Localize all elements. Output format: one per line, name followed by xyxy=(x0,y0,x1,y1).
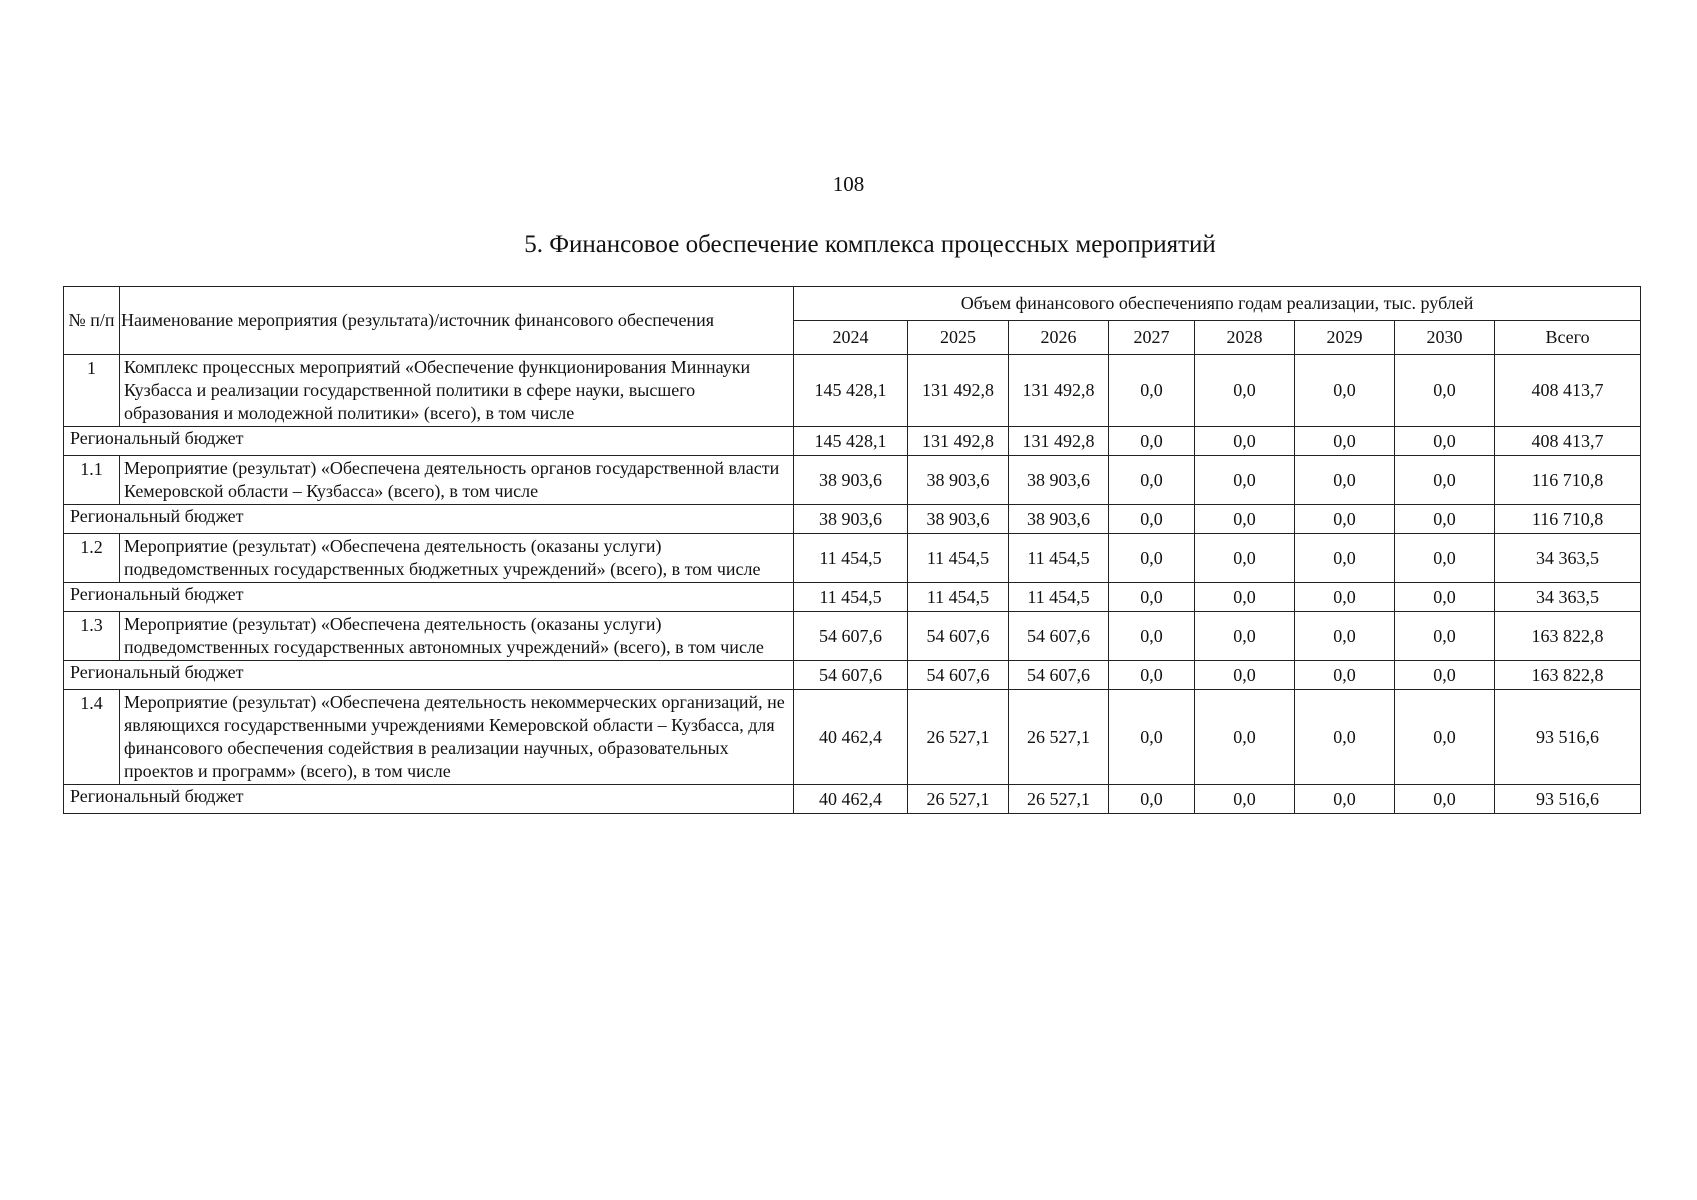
value-cell: 0,0 xyxy=(1195,427,1295,456)
value-cell: 0,0 xyxy=(1109,583,1195,612)
value-cell: 40 462,4 xyxy=(794,785,908,814)
value-cell: 0,0 xyxy=(1195,534,1295,583)
value-cell: 0,0 xyxy=(1195,690,1295,785)
table-header-row xyxy=(64,287,1641,321)
value-cell: 0,0 xyxy=(1109,785,1195,814)
total-cell: 408 413,7 xyxy=(1495,355,1641,427)
value-cell: 0,0 xyxy=(1109,534,1195,583)
row-name: Мероприятие (результат) «Обеспечена деятельность некоммерческих организаций, не являющихся государственными учреждениями Кемеровской области – Кузбасса, для финансового обеспечения содействия в реализации научных, образовательных проектов и программ» (всего), в том числе xyxy=(120,690,794,785)
row-number: 1.3 xyxy=(64,612,120,661)
value-cell: 0,0 xyxy=(1195,661,1295,690)
header-year: 2027 xyxy=(1109,321,1195,355)
value-cell: 38 903,6 xyxy=(1009,456,1109,505)
total-cell: 116 710,8 xyxy=(1495,505,1641,534)
row-number: 1 xyxy=(64,355,120,427)
value-cell: 11 454,5 xyxy=(908,534,1009,583)
row-name: Комплекс процессных мероприятий «Обеспечение функционирования Миннауки Кузбасса и реализации государственной политики в сфере науки, высшего образования и молодежной политики» (всего), в том числе xyxy=(120,355,794,427)
value-cell: 0,0 xyxy=(1109,355,1195,427)
value-cell: 11 454,5 xyxy=(794,534,908,583)
source-row xyxy=(64,661,1641,690)
value-cell: 0,0 xyxy=(1395,456,1495,505)
value-cell: 54 607,6 xyxy=(908,612,1009,661)
value-cell: 0,0 xyxy=(1195,456,1295,505)
value-cell: 54 607,6 xyxy=(794,661,908,690)
source-row xyxy=(64,785,1641,814)
value-cell: 38 903,6 xyxy=(908,456,1009,505)
source-label: Региональный бюджет xyxy=(64,505,794,534)
value-cell: 0,0 xyxy=(1109,690,1195,785)
value-cell: 0,0 xyxy=(1395,534,1495,583)
total-cell: 163 822,8 xyxy=(1495,661,1641,690)
header-year: 2025 xyxy=(908,321,1009,355)
header-year: 2026 xyxy=(1009,321,1109,355)
value-cell: 40 462,4 xyxy=(794,690,908,785)
value-cell: 131 492,8 xyxy=(1009,355,1109,427)
table-row xyxy=(64,456,1641,505)
value-cell: 0,0 xyxy=(1295,456,1395,505)
value-cell: 0,0 xyxy=(1195,785,1295,814)
document-title: 5. Финансовое обеспечение комплекса процессных мероприятий xyxy=(524,231,1216,258)
source-row xyxy=(64,583,1641,612)
value-cell: 0,0 xyxy=(1295,505,1395,534)
source-label: Региональный бюджет xyxy=(64,661,794,690)
value-cell: 0,0 xyxy=(1395,505,1495,534)
total-cell: 34 363,5 xyxy=(1495,583,1641,612)
value-cell: 0,0 xyxy=(1295,612,1395,661)
value-cell: 0,0 xyxy=(1395,612,1495,661)
value-cell: 0,0 xyxy=(1395,785,1495,814)
value-cell: 11 454,5 xyxy=(794,583,908,612)
value-cell: 38 903,6 xyxy=(794,505,908,534)
table-row xyxy=(64,612,1641,661)
source-label: Региональный бюджет xyxy=(64,583,794,612)
value-cell: 11 454,5 xyxy=(1009,583,1109,612)
header-num: № п/п xyxy=(64,287,120,355)
value-cell: 0,0 xyxy=(1109,456,1195,505)
value-cell: 131 492,8 xyxy=(908,427,1009,456)
row-number: 1.1 xyxy=(64,456,120,505)
row-number: 1.2 xyxy=(64,534,120,583)
value-cell: 26 527,1 xyxy=(1009,690,1109,785)
value-cell: 145 428,1 xyxy=(794,355,908,427)
value-cell: 0,0 xyxy=(1109,661,1195,690)
value-cell: 26 527,1 xyxy=(1009,785,1109,814)
value-cell: 0,0 xyxy=(1395,690,1495,785)
value-cell: 26 527,1 xyxy=(908,785,1009,814)
value-cell: 0,0 xyxy=(1109,505,1195,534)
table-row xyxy=(64,355,1641,427)
value-cell: 0,0 xyxy=(1109,612,1195,661)
value-cell: 54 607,6 xyxy=(1009,661,1109,690)
value-cell: 145 428,1 xyxy=(794,427,908,456)
value-cell: 0,0 xyxy=(1195,583,1295,612)
total-cell: 93 516,6 xyxy=(1495,785,1641,814)
value-cell: 0,0 xyxy=(1295,583,1395,612)
row-name: Мероприятие (результат) «Обеспечена деятельность (оказаны услуги) подведомственных государственных бюджетных учреждений» (всего), в том числе xyxy=(120,534,794,583)
row-name: Мероприятие (результат) «Обеспечена деятельность (оказаны услуги) подведомственных государственных автономных учреждений» (всего), в том числе xyxy=(120,612,794,661)
value-cell: 0,0 xyxy=(1295,690,1395,785)
value-cell: 0,0 xyxy=(1195,355,1295,427)
header-year: 2028 xyxy=(1195,321,1295,355)
source-row xyxy=(64,427,1641,456)
value-cell: 0,0 xyxy=(1295,355,1395,427)
value-cell: 0,0 xyxy=(1295,785,1395,814)
value-cell: 54 607,6 xyxy=(794,612,908,661)
value-cell: 38 903,6 xyxy=(1009,505,1109,534)
value-cell: 26 527,1 xyxy=(908,690,1009,785)
header-total: Всего xyxy=(1495,321,1641,355)
value-cell: 0,0 xyxy=(1295,427,1395,456)
row-name: Мероприятие (результат) «Обеспечена деятельность органов государственной власти Кемеровской области – Кузбасса» (всего), в том числе xyxy=(120,456,794,505)
value-cell: 54 607,6 xyxy=(908,661,1009,690)
header-year: 2029 xyxy=(1295,321,1395,355)
header-volume: Объем финансового обеспеченияпо годам реализации, тыс. рублей xyxy=(794,287,1641,321)
source-row xyxy=(64,505,1641,534)
value-cell: 0,0 xyxy=(1195,505,1295,534)
total-cell: 163 822,8 xyxy=(1495,612,1641,661)
value-cell: 0,0 xyxy=(1395,583,1495,612)
source-label: Региональный бюджет xyxy=(64,785,794,814)
value-cell: 0,0 xyxy=(1395,427,1495,456)
finance-table xyxy=(63,286,1641,814)
value-cell: 131 492,8 xyxy=(908,355,1009,427)
value-cell: 0,0 xyxy=(1195,612,1295,661)
value-cell: 0,0 xyxy=(1395,661,1495,690)
value-cell: 38 903,6 xyxy=(794,456,908,505)
header-year: 2030 xyxy=(1395,321,1495,355)
value-cell: 0,0 xyxy=(1395,355,1495,427)
header-name: Наименование мероприятия (результата)/источник финансового обеспечения xyxy=(120,287,794,355)
row-number: 1.4 xyxy=(64,690,120,785)
header-year: 2024 xyxy=(794,321,908,355)
value-cell: 0,0 xyxy=(1109,427,1195,456)
table-row xyxy=(64,534,1641,583)
page-number: 108 xyxy=(832,172,865,196)
value-cell: 131 492,8 xyxy=(1009,427,1109,456)
total-cell: 116 710,8 xyxy=(1495,456,1641,505)
value-cell: 0,0 xyxy=(1295,534,1395,583)
table-row xyxy=(64,690,1641,785)
value-cell: 0,0 xyxy=(1295,661,1395,690)
total-cell: 34 363,5 xyxy=(1495,534,1641,583)
value-cell: 11 454,5 xyxy=(1009,534,1109,583)
value-cell: 54 607,6 xyxy=(1009,612,1109,661)
source-label: Региональный бюджет xyxy=(64,427,794,456)
value-cell: 11 454,5 xyxy=(908,583,1009,612)
total-cell: 93 516,6 xyxy=(1495,690,1641,785)
total-cell: 408 413,7 xyxy=(1495,427,1641,456)
value-cell: 38 903,6 xyxy=(908,505,1009,534)
